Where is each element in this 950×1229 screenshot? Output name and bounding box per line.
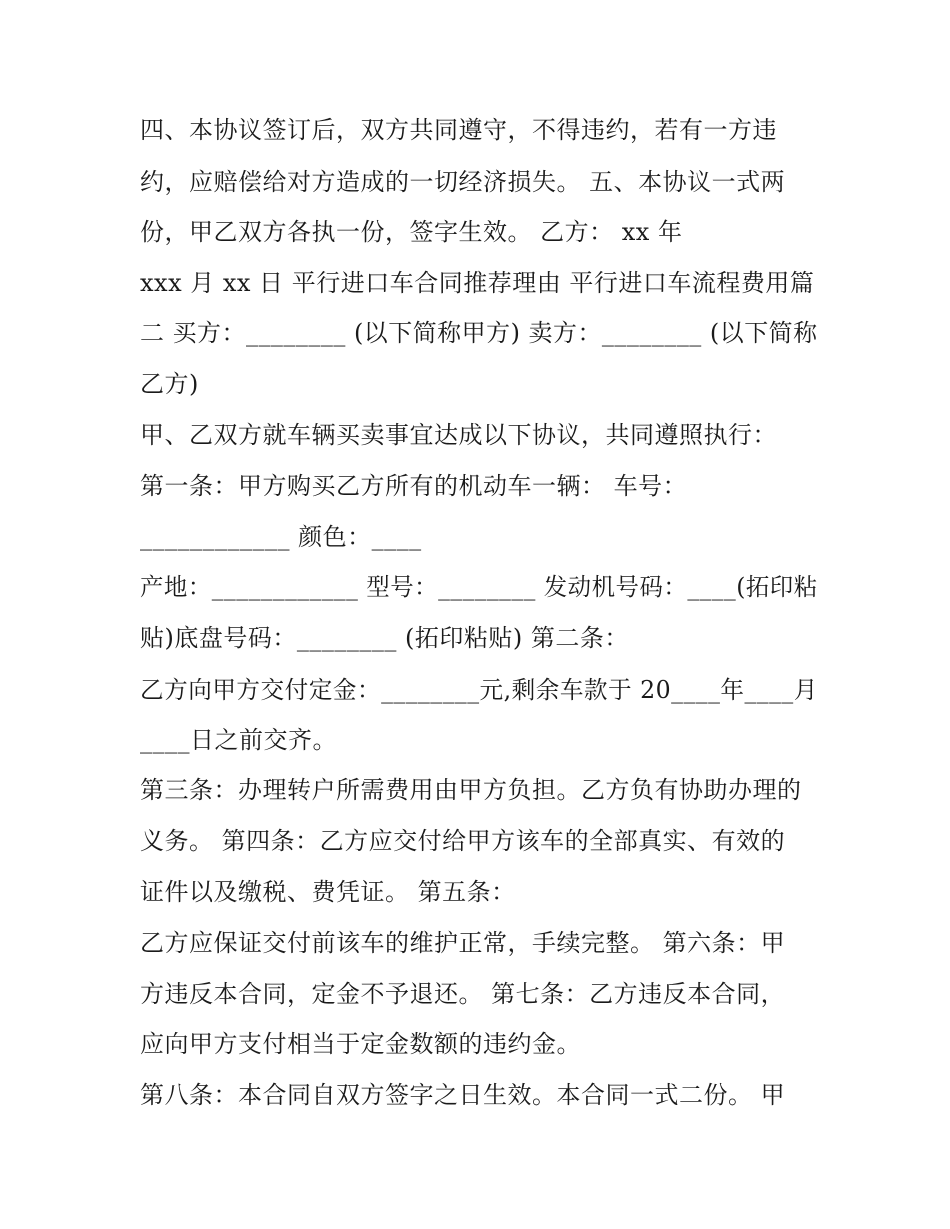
text-line: 第三条：办理转户所需费用由甲方负担。乙方负有协助办理的 [140, 776, 802, 804]
text-line: ____日之前交齐。 [140, 726, 337, 754]
text-line: 应向甲方支付相当于定金数额的违约金。 [140, 1030, 581, 1058]
text-line: 产地：____________ 型号：________ 发动机号码：____(拓印粘 [140, 573, 818, 601]
text-line: 四、本协议签订后，双方共同遵守，不得违约，若有一方违 [140, 116, 777, 144]
text-line: xxx 月 xx 日 平行进口车合同推荐理由 平行进口车流程费用篇 [140, 269, 815, 297]
text-line: ____________ 颜色：____ [140, 523, 422, 551]
text-line: 乙方向甲方交付定金：________元,剩余车款于 20____年____月 [140, 676, 818, 704]
text-line: 甲、乙双方就车辆买卖事宜达成以下协议，共同遵照执行： [140, 421, 777, 449]
text-line: 二 买方：________ (以下简称甲方) 卖方：________ (以下简称 [140, 319, 818, 347]
text-line: 约，应赔偿给对方造成的一切经济损失。 五、本协议一式两 [140, 168, 786, 196]
text-line: 义务。 第四条：乙方应交付给甲方该车的全部真实、有效的 [140, 827, 786, 855]
text-line: 份，甲乙双方各执一份，签字生效。 乙方： xx 年 [140, 218, 683, 246]
text-line: 方违反本合同，定金不予退还。 第七条：乙方违反本合同， [140, 980, 786, 1008]
text-line: 贴)底盘号码：________ (拓印粘贴) 第二条： [140, 624, 629, 652]
text-line: 第八条：本合同自双方签字之日生效。本合同一式二份。 甲 [140, 1081, 786, 1109]
text-line: 乙方) [140, 370, 199, 398]
text-line: 第一条：甲方购买乙方所有的机动车一辆： 车号： [140, 472, 688, 500]
text-line: 证件以及缴税、费凭证。 第五条： [140, 878, 516, 906]
text-line: 乙方应保证交付前该车的维护正常，手续完整。 第六条：甲 [140, 929, 786, 957]
